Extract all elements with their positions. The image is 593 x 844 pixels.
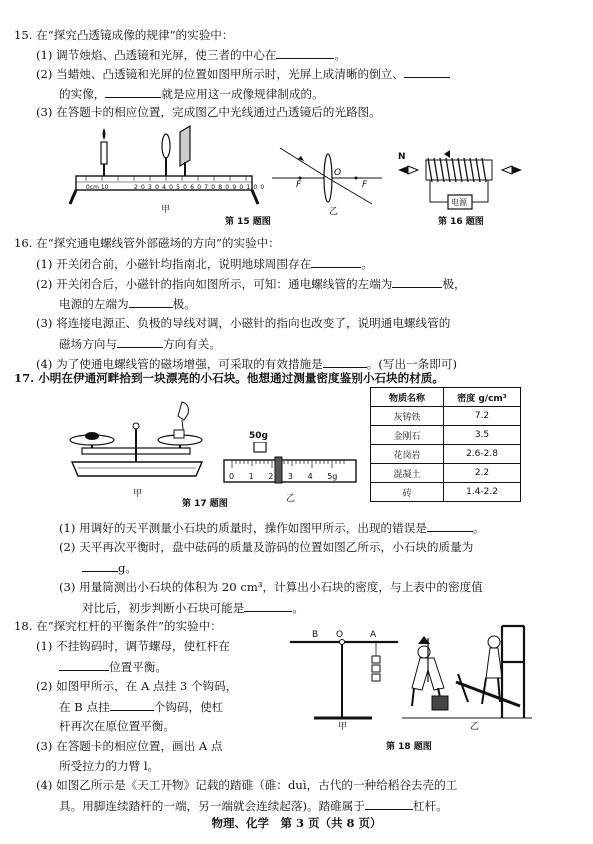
- q18-part2: (2) 如图甲所示，在 A 点挂 3 个钩码，: [36, 679, 238, 693]
- lever-figure: [290, 630, 400, 730]
- answer-blank: [244, 600, 292, 612]
- q16-part3-cont: 磁场方向与 方向有关。: [59, 337, 221, 351]
- q17-title: 17. 小明在伊通河畔拾到一块漂亮的小石块。他想通过测量密度鉴别小石块的材质。: [14, 371, 444, 385]
- ruler-start-label: 0cm 10: [86, 184, 109, 191]
- fig15-jia-label: 甲: [161, 205, 171, 215]
- lens-ray-diagram: [272, 140, 382, 210]
- fig18-caption: 第 18 题图: [386, 742, 432, 752]
- power-source-label: 电源: [451, 198, 467, 207]
- q16-part2-cont: 电源的左端为 极。: [59, 297, 196, 311]
- label-F-right: F: [362, 180, 368, 190]
- density-table: [370, 387, 521, 502]
- fig15-caption: 第 15 题图: [225, 217, 271, 227]
- answer-blank: [59, 659, 109, 671]
- answer-blank: [392, 276, 442, 288]
- answer-blank: [105, 86, 161, 98]
- q16-part2: (2) 开关闭合后，小磁针的指向如图所示，可知：通电螺线管的左端为 极，: [36, 277, 466, 291]
- rider-scale-ticks: 0 1 2 3 4 5g: [229, 472, 338, 481]
- table-header-row: 物质名称 密度 g/cm³: [371, 388, 521, 407]
- page-footer: 物理、化学 第 3 页（共 8 页）: [211, 816, 382, 830]
- lever-label-A: A: [370, 630, 377, 640]
- q15-title: 15. 在“探究凸透镜成像的规律”的实验中：: [14, 28, 234, 42]
- q17-part2: (2) 天平再次平衡时，盘中砝码的质量及游码的位置如图乙所示，小石块的质量为: [59, 540, 474, 554]
- q18-part3-cont: 所受拉力的力臂 l。: [59, 759, 160, 773]
- answer-blank: [129, 296, 173, 308]
- q16-title: 16. 在“探究通电螺线管外部磁场的方向”的实验中：: [14, 236, 280, 250]
- table-row: 花岗岩 2.6-2.8: [371, 445, 521, 464]
- ruler-tick-labels: 2030405060708090100: [134, 184, 268, 191]
- answer-blank: [311, 256, 361, 268]
- optical-bench-figure: [68, 124, 260, 214]
- weight-50g-label: 50g: [249, 431, 268, 441]
- lever-label-B: B: [312, 630, 319, 640]
- answer-blank: [427, 520, 473, 532]
- table-row: 灰铸铁 7.2: [371, 407, 521, 426]
- answer-blank: [82, 560, 118, 572]
- balance-figure: [62, 398, 212, 488]
- answer-blank: [365, 798, 413, 810]
- answer-blank: [117, 336, 163, 348]
- answer-blank: [276, 47, 334, 59]
- q18-part4: (4) 如图乙所示是《天工开物》记载的踏碓（碓：duì，古代的一种给稻谷去壳的工: [36, 778, 458, 792]
- q18-part2-cont: 在 B 点挂 个钩码，使杠: [59, 700, 224, 714]
- q15-part2-cont: 的实像， 就是应用这一成像规律制成的。: [59, 87, 324, 101]
- answer-blank: [404, 66, 450, 78]
- table-row: 金刚石 3.5: [371, 426, 521, 445]
- table-row: 混凝土 2.2: [371, 464, 521, 483]
- q15-part1: (1) 调节烛焰、凸透镜和光屏，使三者的中心在 。: [36, 48, 346, 62]
- q17-part1: (1) 用调好的天平测量小石块的质量时，操作如图甲所示，出现的错误是 。: [59, 521, 485, 535]
- fig17-caption: 第 17 题图: [182, 499, 228, 509]
- fig15-yi-label: 乙: [329, 207, 339, 217]
- rider-scale-figure: [220, 442, 360, 492]
- q18-part1-cont: 位置平衡。: [59, 659, 167, 675]
- q15-part2: (2) 当蜡烛、凸透镜和光屏的位置如图甲所示时，光屏上成清晰的倒立、: [36, 66, 450, 82]
- q18-part2-cont2: 杆再次在原位置平衡。: [59, 719, 175, 733]
- answer-blank: [323, 356, 367, 368]
- table-row: 砖 1.4-2.2: [371, 483, 521, 502]
- q18-part1: (1) 不挂钩码时，调节螺母，使杠杆在: [36, 639, 231, 653]
- label-O: O: [334, 168, 342, 178]
- q18-part3: (3) 在答题卡的相应位置，画出 A 点: [36, 739, 223, 753]
- answer-blank: [110, 699, 154, 711]
- q15-part3: (3) 在答题卡的相应位置，完成图乙中光线通过凸透镜后的光路图。: [36, 105, 381, 119]
- fig17-jia-label: 甲: [133, 489, 143, 499]
- q16-part1: (1) 开关闭合前，小磁针均指南北，说明地球周围存在 。: [36, 257, 373, 271]
- label-N: N: [398, 152, 406, 162]
- lever-label-O: O: [336, 630, 344, 640]
- q18-part4-cont: 具。用脚连续踏杆的一端，另一端就会连续起落)。踏碓属于 杠杆。: [59, 799, 448, 813]
- label-F-left: F: [296, 180, 302, 190]
- fig18-jia-label: 甲: [338, 722, 348, 732]
- q16-part3: (3) 将连接电源正、负极的导线对调，小磁针的指向也改变了，说明通电螺线管的: [36, 316, 451, 330]
- fig17-yi-label: 乙: [286, 494, 296, 504]
- q16-part4: (4) 为了使通电螺线管的磁场增强，可采取的有效措施是 。(写出一条即可): [36, 357, 457, 371]
- q17-part3: (3) 用量筒测出小石块的体积为 20 cm³，计算出小石块的密度，与上表中的密度值: [59, 580, 483, 594]
- fig18-yi-label: 乙: [470, 722, 480, 732]
- q17-part2-cont: g。: [82, 560, 137, 576]
- q17-part3-cont: 对比后，初步判断小石块可能是 。: [82, 601, 304, 615]
- fig16-caption: 第 16 题图: [438, 217, 484, 227]
- q18-title: 18. 在“探究杠杆的平衡条件”的实验中：: [14, 619, 222, 633]
- pestle-illustration: [402, 622, 532, 727]
